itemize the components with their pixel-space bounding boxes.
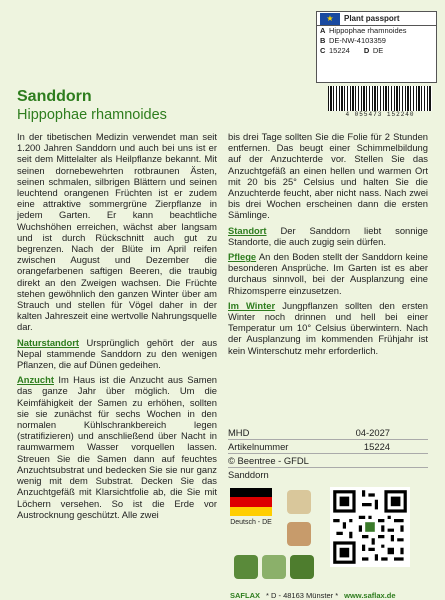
page-title: Sanddorn [17,88,92,105]
barcode [328,86,432,120]
plant-icon [290,555,314,579]
botanical-name: Hippophae rhamnoides [17,107,167,123]
naturstandort-text: Ursprünglich gehört der aus Nepal stammende Sanddorn zu den wenigen Pflanzen, die auf Dünen gedeihen. [17,336,218,371]
article-number-label: Artikelnummer [228,441,289,452]
brand-logo: SAFLAX [230,591,260,600]
mhd-label: MHD [228,427,250,438]
german-flag-icon [230,488,272,516]
seedling-icon [234,555,258,579]
anzucht-text-continued: bis drei Tage sollten Sie die Folie für 2 Stunden entfernen. Das beugt einer Schimmelbildung auf der Anzuchterde vor. Stellen Sie das Anzuchtgefäß an einen hellen und warmen Ort mit 20 bis 25° Celsius und halten Sie die Anzuchterde feucht, aber nicht nass. Nach zwei bis drei Wochen erscheinen dann die ersten Sämlinge. [228,131,428,221]
passport-registration: DE-NW-4103359 [329,36,386,45]
barcode-number: 4 055473 152240 [345,111,415,118]
article-number-value: 15224 [363,441,390,452]
footer [230,591,435,600]
seed-pot-icon [287,490,311,514]
passport-title: Plant passport [344,13,400,23]
intro-text: In der tibetischen Medizin verwendet man seit 1.200 Jahren Sanddorn und auch bei uns ist er seit dem Mittelalter als Heilpflanze bekannt. Mit seinen dornebewehrten rotbraunen Ästen, seinen schmalen, silbrigen Blättern und seinen leuchtend orangenen Früchten ist er zudem eine attraktive sommergrüne Zierpflanze in jedem Garten. Er kann beachtliche Wuchshöhen erreichen, wächst aber langsam und ist durch Rückschnitt auch gut zu begrenzen. Nach der Blüte im April reifen zwischen August und Dezember die orangefarbenen saftigen Beeren, die traubig direkt an den Zweigen wachsen. Die Früchte stehen gewöhnlich den ganzen Winter über am Strauch und stellen für Vögel daher in der kalten Jahreszeit eine wertvolle Nahrungsquelle dar. [17,131,217,333]
winter-heading: Im Winter [228,299,276,311]
anzucht-heading: Anzucht [17,374,54,386]
language-flag [230,488,272,532]
naturstandort-heading: Naturstandort [17,336,79,348]
barcode-bars [328,86,432,111]
copyright: © Beentree - GFDL [228,453,428,467]
qr-code[interactable] [330,487,410,567]
address: * D - 48163 Münster * [266,591,339,600]
eu-flag-icon: ★ [320,13,340,25]
passport-trace-code: 15224 [329,46,350,55]
product-info [228,426,428,481]
standort-text: Der Sanddorn liebt sonnige Standorte, die auch zugig sein dürfen. [228,224,428,247]
qr-code-icon [330,487,410,567]
pflege-text: An den Boden stellt der Sanddorn keine besonderen Ansprüche. Im Garten ist es aber durchaus sinnvoll, bei der Ausplanzung eine Rhizomsperre einzusetzen. [228,251,428,296]
winter-text: Jungpflanzen sollten den ersten Winter noch drinnen und hell bei einer Temperatur um 10° Celsius überwintern. Nach der Ausplanzung im kommenden Frühjahr ist kein Winterschutz mehr erforderlich. [228,299,428,356]
sprout-icon [262,555,286,579]
mhd-value: 04-2027 [355,427,390,438]
plant-passport: ★ Plant passport A Hippophae rhamnoides B DE-NW-4103359 C 15224 D DE [316,11,437,83]
planting-icon [287,522,311,546]
pflege-heading: Pflege [228,251,257,263]
text-column-right [228,131,428,360]
website-link[interactable]: www.saflax.de [344,591,396,600]
language-label: Deutsch - DE [230,519,272,526]
text-column-left [17,131,217,524]
passport-botanical: Hippophae rhamnoides [329,26,407,35]
anzucht-text: Im Haus ist die Anzucht aus Samen das ganze Jahr über möglich. Um die Keimfähigkeit der Samen zu erhöhen, sollten sie sie zunächst für sechs Wochen in den normalen Kühlschrankbereich legen (stratifizieren) und anschließend über Nacht in raumwarmem Wasser vorquellen lassen. Streuen Sie die Samen dann auf feuchtes Anzuchtsubstrat und bedecken Sie sie nur ganz wenig mit dem Substrat. Decken Sie das Anzuchtgefäß mit Klarsichtfolie ab, die Sie mit Löchern versehen. So ist die Erde vor Austrocknung geschützt. Alle zwei [17,374,217,520]
standort-heading: Standort [228,224,267,236]
passport-country: DE [372,46,384,55]
product-name: Sanddorn [228,467,428,481]
